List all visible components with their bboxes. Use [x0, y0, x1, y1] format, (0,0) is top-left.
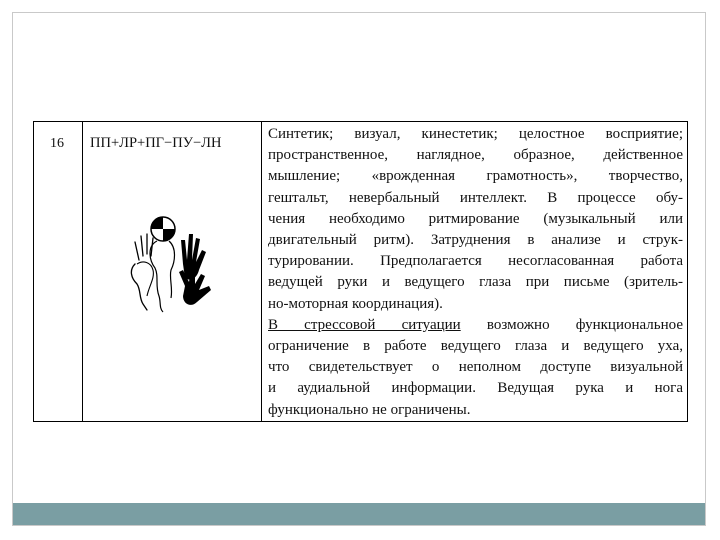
description-line: ведущей руки и ведущего глаза при письме (зритель- [268, 274, 683, 291]
description-line: чения необходимо ритмирование (музыкальный или [268, 210, 683, 227]
description-line: гештальт, невербальный интеллект. В процессе обу- [268, 189, 683, 206]
profile-table [33, 121, 688, 422]
stress-text: возможно функциональное [460, 316, 683, 333]
description-line: пространственное, наглядное, образное, действенное [268, 147, 683, 164]
number-cell [34, 122, 83, 422]
formula-cell [83, 122, 262, 422]
table-row [34, 122, 688, 422]
description-line: но-моторная координация). [268, 295, 443, 312]
description-line: двигательный ритм). Затруднения в анализе и струк- [268, 232, 683, 249]
stress-line [268, 315, 683, 336]
stress-line: ограничение в работе ведущего глаза и ведущего уха, [268, 338, 683, 355]
stress-heading: В стрессовой ситуации [268, 316, 461, 333]
description-text [262, 122, 687, 421]
description-line: мышление; «врожденная грамотность», творчество, [268, 168, 683, 185]
row-number: 16 [50, 136, 64, 151]
footer-bar [13, 503, 705, 525]
hands-and-face-icon [125, 212, 220, 317]
description-line: турировании. Предполагается несогласованная работа [268, 253, 683, 270]
stress-line: и аудиальной информации. Ведущая рука и нога [268, 380, 683, 397]
stress-line: функционально не ограничены. [268, 401, 471, 418]
profile-formula: ПП+ЛР+ПГ−ПУ−ЛН [90, 135, 222, 151]
description-cell [262, 122, 688, 422]
stress-line: что свидетельствует о неполном доступе визуальной [268, 359, 683, 376]
description-line: Синтетик; визуал, кинестетик; целостное восприятие; [268, 126, 683, 142]
